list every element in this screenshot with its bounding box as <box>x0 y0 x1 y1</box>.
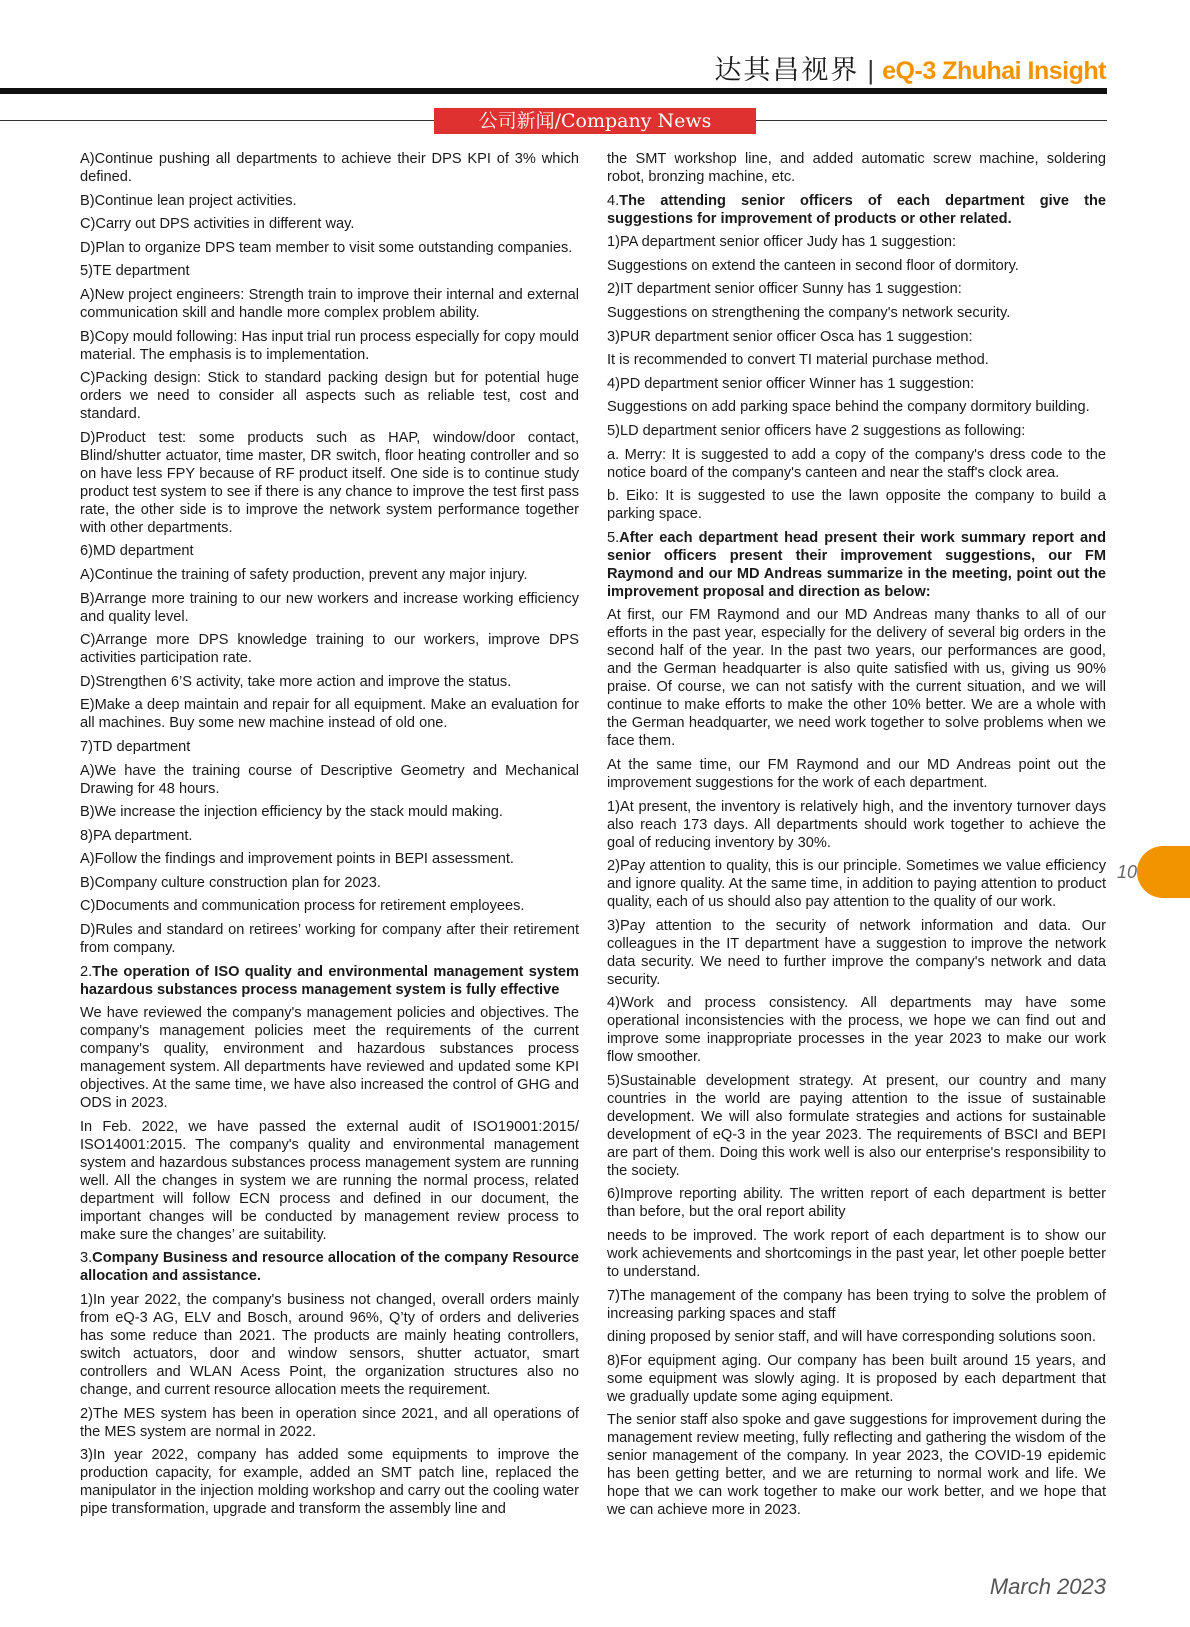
masthead-title-en: eQ-3 Zhuhai Insight <box>882 57 1106 85</box>
paragraph: the SMT workshop line, and added automatic screw machine, soldering robot, bronzing machine, etc. <box>607 151 1106 185</box>
paragraph: A)We have the training course of Descriptive Geometry and Mechanical Drawing for 48 hours. <box>80 762 579 797</box>
paragraph <box>80 1249 579 1285</box>
paragraph: A)Follow the findings and improvement points in BEPI assessment. <box>80 851 514 868</box>
paragraph: E)Make a deep maintain and repair for all equipment. Make an evaluation for all machines. Buy some new machine instead of old one. <box>80 697 579 732</box>
paragraph: 5)Sustainable development strategy. At present, our country and many countries in the world are paying attention to the issue of sustainable development. We will also formulate strategies and actions for sustainable development of eQ-3 in the year 2023. The requirements of BSCI and BEPI are part of them. Doing this work well is also our enterprise's responsibility to the society. <box>607 1072 1106 1179</box>
section-banner: 公司新闻/Company News <box>434 108 756 134</box>
paragraph: 3)PUR department senior officer Osca has 1 suggestion: <box>607 328 973 345</box>
paragraph: In Feb. 2022, we have passed the external audit of ISO19001:2015/ ISO14001:2015. The company's quality and environmental management system and hazardous substances process management system are running well. All the changes in system we are running the normal process, related department will follow ECN process and defined in our document, the important changes will be conducted by management review process to make sure the changes’ are suitability. <box>80 1118 579 1243</box>
paragraph: b. Eiko: It is suggested to use the lawn opposite the company to build a parking space. <box>607 488 1106 523</box>
paragraph: 2)The MES system has been in operation since 2021, and all operations of the MES system are normal in 2022. <box>80 1405 579 1440</box>
masthead-title-cn: 达其昌视界 <box>714 55 860 86</box>
paragraph: B)Company culture construction plan for 2023. <box>80 874 381 891</box>
section-heading: The operation of ISO quality and environmental management system hazardous substances process management system is fully effective <box>80 963 579 998</box>
paragraph: A)Continue pushing all departments to achieve their DPS KPI of 3% which defined. <box>80 151 579 185</box>
paragraph: Suggestions on extend the canteen in second floor of dormitory. <box>607 257 1019 274</box>
heading-number: 4. <box>607 192 620 209</box>
paragraph: Suggestions on add parking space behind the company dormitory building. <box>607 399 1090 416</box>
heading-number: 5. <box>607 529 620 546</box>
section-heading: Company Business and resource allocation of the company Resource allocation and assistance. <box>80 1250 579 1285</box>
paragraph: B)We increase the injection efficiency by the stack mould making. <box>80 804 503 821</box>
paragraph: 6)MD department <box>80 543 194 560</box>
paragraph: B)Copy mould following: Has input trial run process especially for copy mould material. The emphasis is to implementation. <box>80 328 579 363</box>
paragraph: It is recommended to convert TI material purchase method. <box>607 352 989 369</box>
paragraph: D)Strengthen 6’S activity, take more action and improve the status. <box>80 673 512 690</box>
paragraph: dining proposed by senior staff, and will have corresponding solutions soon. <box>607 1329 1096 1346</box>
paragraph: needs to be improved. The work report of each department is to show our work achievements and shortcomings in the past year, let other poeple better to understand. <box>607 1228 1106 1281</box>
paragraph: 4)PD department senior officer Winner has 1 suggestion: <box>607 375 975 392</box>
paragraph: 3)Pay attention to the security of network information and data. Our colleagues in the IT department have a suggestion to improve the network data security. We need to further improve the company's network and data security. <box>607 917 1106 988</box>
header-rule-thick <box>0 88 1107 94</box>
masthead-separator: | <box>867 55 875 85</box>
paragraph: Suggestions on strengthening the company's network security. <box>607 304 1011 321</box>
paragraph: 1)PA department senior officer Judy has 1 suggestion: <box>607 234 957 251</box>
paragraph: C)Documents and communication process for retirement employees. <box>80 898 525 915</box>
paragraph: 1)In year 2022, the company's business not changed, overall orders mainly from eQ-3 AG, ELV and Bosch, around 96%, Q’ty of orders and deliveries has some reduce than 2021. The products are mainly heating controllers, switch actuators, door and window sensors, shutter actuator, smart controllers and WLAN Acess Point, the organization structures also no change, and current resource allocation meets the requirement. <box>80 1292 579 1399</box>
paragraph: 6)Improve reporting ability. The written report of each department is better than before, but the oral report ability <box>607 1186 1106 1221</box>
paragraph: A)Continue the training of safety production, prevent any major injury. <box>80 566 528 583</box>
issue-date: March 2023 <box>989 1574 1106 1599</box>
paragraph: B)Continue lean project activities. <box>80 192 297 209</box>
paragraph: A)New project engineers: Strength train to improve their internal and external communication skill and handle more complex problem ability. <box>80 286 579 321</box>
paragraph <box>607 529 1106 601</box>
paragraph: 5)LD department senior officers have 2 suggestions as following: <box>607 422 1026 439</box>
paragraph: 4)Work and process consistency. All departments may have some operational inconsistencies with the process, we hope we can find out and improve some inappropriate processes in the year 2023 to make our work flow smoother. <box>607 995 1106 1066</box>
paragraph: 7)The management of the company has been trying to solve the problem of increasing parking spaces and staff <box>607 1287 1106 1322</box>
paragraph: 3)In year 2022, company has added some equipments to improve the production capacity, for example, added an SMT patch line, replaced the manipulator in the injection molding workshop and carry out the cooling water pipe transformation, upgrade and transform the assembly line and <box>80 1447 579 1518</box>
page-tab-marker <box>1137 846 1190 898</box>
page-number: 10 <box>1116 862 1138 882</box>
paragraph: 1)At present, the inventory is relatively high, and the inventory turnover days also reach 173 days. All departments should work together to achieve the goal of reducing inventory by 30%. <box>607 798 1106 851</box>
paragraph: C)Packing design: Stick to standard packing design but for potential huge orders we need to consider all aspects such as reliable test, cost and standard. <box>80 370 579 423</box>
left-column <box>80 150 579 1524</box>
section-heading: After each department head present their work summary report and senior officers present their improvement suggestions, our FM Raymond and our MD Andreas summarize in the meeting, point out the improvement proposal and direction as below: <box>607 529 1106 600</box>
paragraph: 2)Pay attention to quality, this is our principle. Sometimes we value efficiency and ignore quality. At the same time, in addition to paying attention to product quality, each of us should also pay attention to the quality of our work. <box>607 858 1106 911</box>
paragraph: C)Carry out DPS activities in different way. <box>80 216 355 233</box>
paragraph <box>80 963 579 999</box>
paragraph: C)Arrange more DPS knowledge training to our workers, improve DPS activities participation rate. <box>80 632 579 667</box>
paragraph: At first, our FM Raymond and our MD Andreas many thanks to all of our efforts in the past year, especially for the delivery of several big orders in the second half of the year. In the past two years, our performances are good, and the German headquarter is also quite satisfied with us, giving us 90% praise. Of course, we can not satisfy with the current situation, and we will continue to make efforts to make the other 10% better. We are a whole with the German headquarter, we need work together to solve problems when we face them. <box>607 607 1106 750</box>
paragraph: 7)TD department <box>80 738 191 755</box>
paragraph: The senior staff also spoke and gave suggestions for improvement during the management review meeting, fully reflecting and gathering the wisdom of the senior management of the company. In year 2023, the COVID-19 epidemic has been getting better, and we are returning to normal work and life. We hope that we can work together to make our work better, and we hope that we can achieve more in 2023. <box>607 1412 1106 1519</box>
paragraph <box>607 192 1106 228</box>
paragraph: D)Plan to organize DPS team member to visit some outstanding companies. <box>80 239 573 256</box>
paragraph: a. Merry: It is suggested to add a copy of the company's dress code to the notice board of the company's canteen and near the staff's clock area. <box>607 446 1106 481</box>
paragraph: At the same time, our FM Raymond and our MD Andreas point out the improvement suggestions for the work of each department. <box>607 756 1106 791</box>
masthead <box>714 48 1106 88</box>
heading-number: 2. <box>80 963 93 980</box>
paragraph: 2)IT department senior officer Sunny has 1 suggestion: <box>607 281 962 298</box>
paragraph: D)Product test: some products such as HAP, window/door contact, Blind/shutter actuator, time master, DR switch, floor heating controller and so on have less FPY because of RF product itself. One side is to continue study product test system to see if there is any chance to improve the test first pass rate, the other side is to improve the network system performance together with other departments. <box>80 429 579 536</box>
paragraph: We have reviewed the company's management policies and objectives. The company's management policies meet the requirements of the current company's quality, environment and hazardous substances process management system. All departments have reviewed and updated some KPI objectives. At the same time, we have also increased the control of GHG and ODS in 2023. <box>80 1005 579 1112</box>
paragraph: 5)TE department <box>80 263 190 280</box>
section-heading: The attending senior officers of each department give the suggestions for improvement of products or other related. <box>607 192 1106 227</box>
right-column <box>607 150 1106 1525</box>
paragraph: 8)For equipment aging. Our company has been built around 15 years, and some equipment was slowly aging. It is proposed by each department that we gradually update some aging equipment. <box>607 1352 1106 1405</box>
paragraph: D)Rules and standard on retirees’ working for company after their retirement from company. <box>80 922 579 957</box>
paragraph: 8)PA department. <box>80 827 193 844</box>
heading-number: 3. <box>80 1250 93 1267</box>
paragraph: B)Arrange more training to our new workers and increase working efficiency and quality level. <box>80 590 579 625</box>
